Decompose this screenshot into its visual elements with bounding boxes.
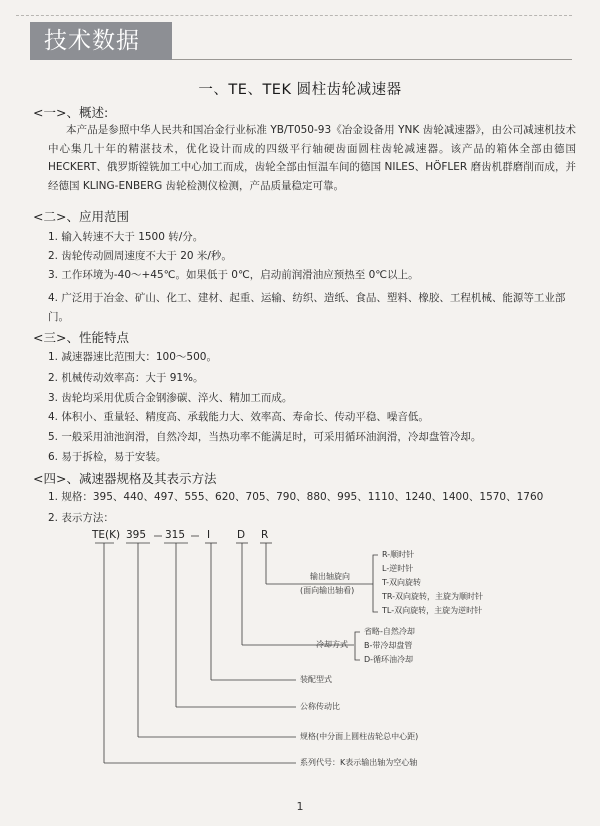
code-ratio: 315 [165,529,186,541]
cooling-option-oil: D-循环油冷却 [364,655,414,664]
section-3-item-5: 5. 一般采用油池润滑，自然冷却，当热功率不能满足时，可采用循环油润滑，冷却盘管冷却。 [48,431,482,443]
section-3-item-4: 4. 体积小、重量轻、精度高、承载能力大、效率高、寿命长、传动平稳、噪音低。 [48,411,429,423]
section-4-heading: <四>、减速器规格及其表示方法 [33,471,217,486]
assembly-label: 装配型式 [300,675,332,684]
cooling-option-natural: 省略-自然冷却 [364,627,415,636]
rotation-option-tr: TR-双向旋转，主旋为顺时针 [382,592,484,601]
page-title: 一、TE、TEK 圆柱齿轮减速器 [198,82,402,98]
section-1-paragraph: 本产品是参照中华人民共和国冶金行业标准 YB/T050-93《冶金设备用 YNK 齿轮减速器》，由公司减速机技术中心集几十年的精湛技术，优化设计而成的四级平行轴硬齿面圆柱齿轮减速器。该产品的箱体全部由德国 HECKERT、俄罗斯镗铣加工中心加工而成，齿轮全部由恒温车间的德国 NILES、HÖFLER 磨齿机群磨削而成，并经德国 KLING-ENBERG 齿轮检测仪检测，产品质量稳定可靠。 [48,124,576,192]
code-assembly: I [207,529,211,541]
section-3-item-3: 3. 齿轮均采用优质合金钢渗碳、淬火、精加工而成。 [48,392,293,404]
section-3-item-6: 6. 易于拆检，易于安装。 [48,451,167,463]
rotation-label: 输出轴旋向 [310,572,350,581]
series-label: 系列代号：K表示输出轴为空心轴 [300,758,418,767]
header-band-title: 技术数据 [44,28,140,54]
code-cooling: D [237,529,246,541]
section-1-heading: <一>、概述: [33,105,109,120]
section-4-item-2: 2. 表示方法： [48,512,114,524]
section-2-heading: <二>、应用范围 [33,209,129,224]
section-3-item-2: 2. 机械传动效率高：大于 91%。 [48,372,204,384]
code-series: TE(K) [92,529,121,541]
section-3-heading: <三>、性能特点 [33,330,129,345]
section-2-item-1: 1. 输入转速不大于 1500 转/分。 [48,231,204,243]
rotation-option-t: T-双向旋转 [382,578,422,587]
spec-label: 规格(中分面上圆柱齿轮总中心距) [300,732,419,741]
section-2-item-3: 3. 工作环境为-40～+45℃。如果低于 0℃，启动前润滑油应预热至 0℃以上。 [48,269,419,281]
section-2-item-2: 2. 齿轮传动圆周速度不大于 20 米/秒。 [48,250,232,262]
section-3-item-1: 1. 减速器速比范围大：100～500。 [48,351,217,363]
cooling-option-coil: B-带冷却盘管 [364,641,413,650]
section-2-item-4: 4. 广泛用于冶金、矿山、化工、建材、起重、运输、纺织、造纸、食品、塑料、橡胶、工程机械、能源等工业部门。 [48,292,566,323]
code-rotation: R [261,529,269,541]
rotation-option-l: L-逆时针 [382,564,414,573]
rotation-sublabel: (面向输出轴看) [300,586,355,595]
code-spec: 395 [126,529,147,541]
rotation-option-r: R-顺时针 [382,550,415,559]
rotation-option-tl: TL-双向旋转，主旋为逆时针 [382,606,483,615]
section-4-item-1: 1. 规格：395、440、497、555、620、705、790、880、995、1110、1240、1400、1570、1760 [48,491,544,503]
ratio-label: 公称传动比 [300,702,340,711]
page-number: 1 [296,800,304,813]
cooling-label: 冷却方式 [316,640,348,649]
